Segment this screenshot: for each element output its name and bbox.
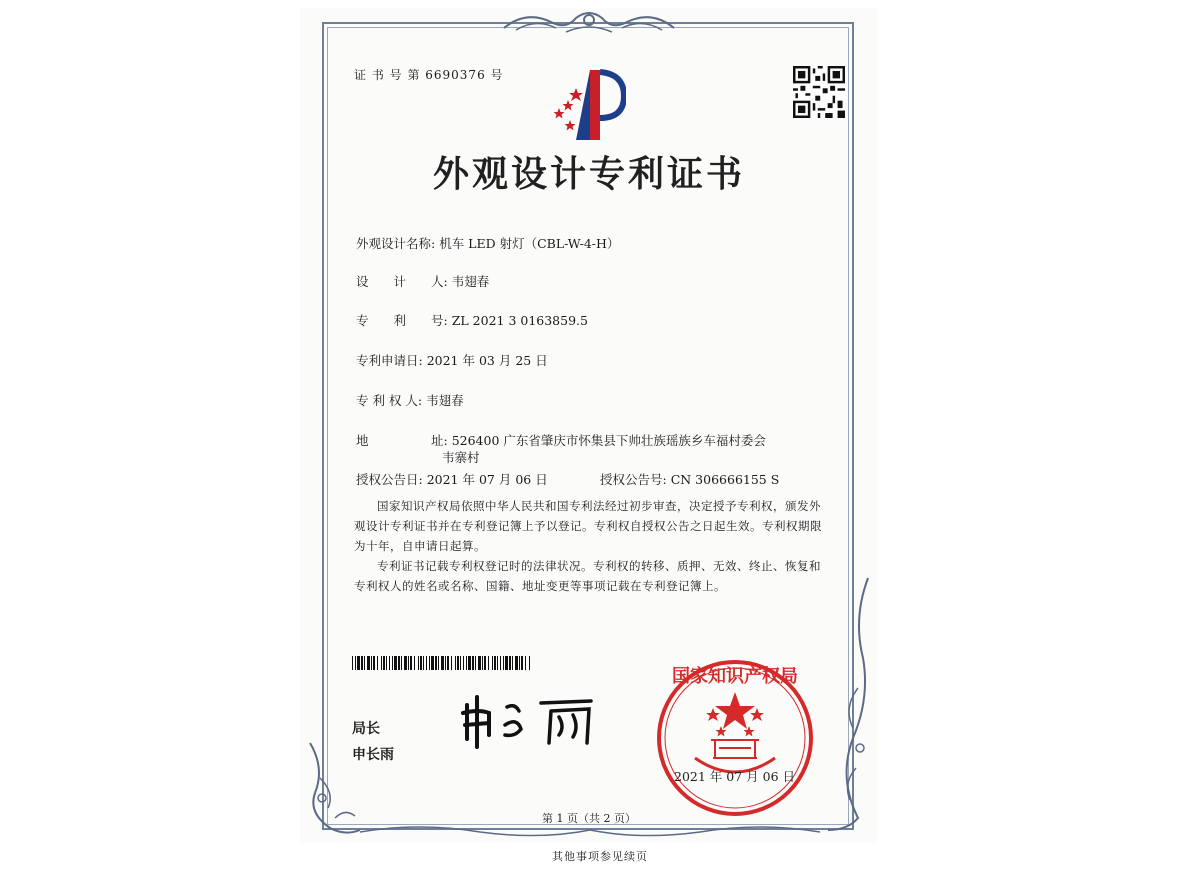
address-label: 地 址: [356, 433, 448, 448]
seal-text: 国家知识产权局 [672, 666, 798, 687]
design-name-label: 外观设计名称: [356, 236, 436, 251]
grant-number-value: CN 306666155 S [670, 472, 780, 487]
address-line-2: 韦寨村 [442, 450, 480, 465]
seal-date: 2021 年 07 月 06 日 [674, 769, 795, 784]
grant-number-label: 授权公告号: [600, 472, 667, 487]
right-ornament-icon [808, 568, 878, 838]
designer-value: 韦翅春 [451, 274, 490, 289]
director-title: 局长 [352, 721, 380, 737]
grant-date-row [356, 470, 548, 488]
design-name-value: 机车 LED 射灯（CBL-W-4-H） [439, 236, 620, 251]
patent-number-row [356, 311, 588, 329]
patent-number-label: 专 利 号: [356, 313, 448, 328]
address-row [356, 431, 766, 449]
grant-date-label: 授权公告日: [356, 472, 423, 487]
qr-code-icon [793, 66, 845, 118]
certificate-number: 证 书 号 第 6690376 号 [354, 68, 504, 82]
barcode-icon [352, 656, 530, 670]
owner-value: 韦翅春 [426, 393, 464, 408]
page-number: 第 1 页（共 2 页） [542, 812, 636, 825]
top-ornament-icon [496, 8, 682, 36]
official-seal-icon [655, 658, 815, 818]
footer-note: 其他事项参见续页 [552, 850, 648, 863]
address-line-1: 526400 广东省肇庆市怀集县下帅壮族瑶族乡车福村委会 [451, 433, 766, 448]
design-name-row [356, 234, 619, 252]
filing-date-row [356, 351, 548, 369]
certificate-page [300, 8, 878, 843]
filing-date-label: 专利申请日: [356, 353, 423, 368]
owner-label: 专 利 权 人: [356, 393, 423, 408]
signature-icon [455, 691, 605, 751]
legal-status-paragraph: 专利证书记载专利权登记时的法律状况。专利权的转移、质押、无效、终止、恢复和专利权人的姓名或名称、国籍、地址变更等事项记载在专利登记簿上。 [354, 559, 821, 593]
designer-label: 设 计 人: [356, 274, 448, 289]
director-name: 申长雨 [352, 747, 394, 763]
certificate-title: 外观设计专利证书 [432, 153, 745, 195]
grant-number-row [600, 470, 779, 488]
owner-row [356, 391, 464, 409]
grant-statement-paragraph: 国家知识产权局依照中华人民共和国专利法经过初步审查，决定授予专利权，颁发外观设计专利证书并在专利登记簿上予以登记。专利权自授权公告之日起生效。专利权期限为十年，自申请日起算。 [354, 499, 822, 553]
designer-row [356, 272, 489, 290]
grant-date-value: 2021 年 07 月 06 日 [426, 472, 548, 487]
patent-office-logo-icon [546, 66, 626, 144]
patent-number-value: ZL 2021 3 0163859.5 [451, 313, 588, 328]
filing-date-value: 2021 年 03 月 25 日 [426, 353, 548, 368]
